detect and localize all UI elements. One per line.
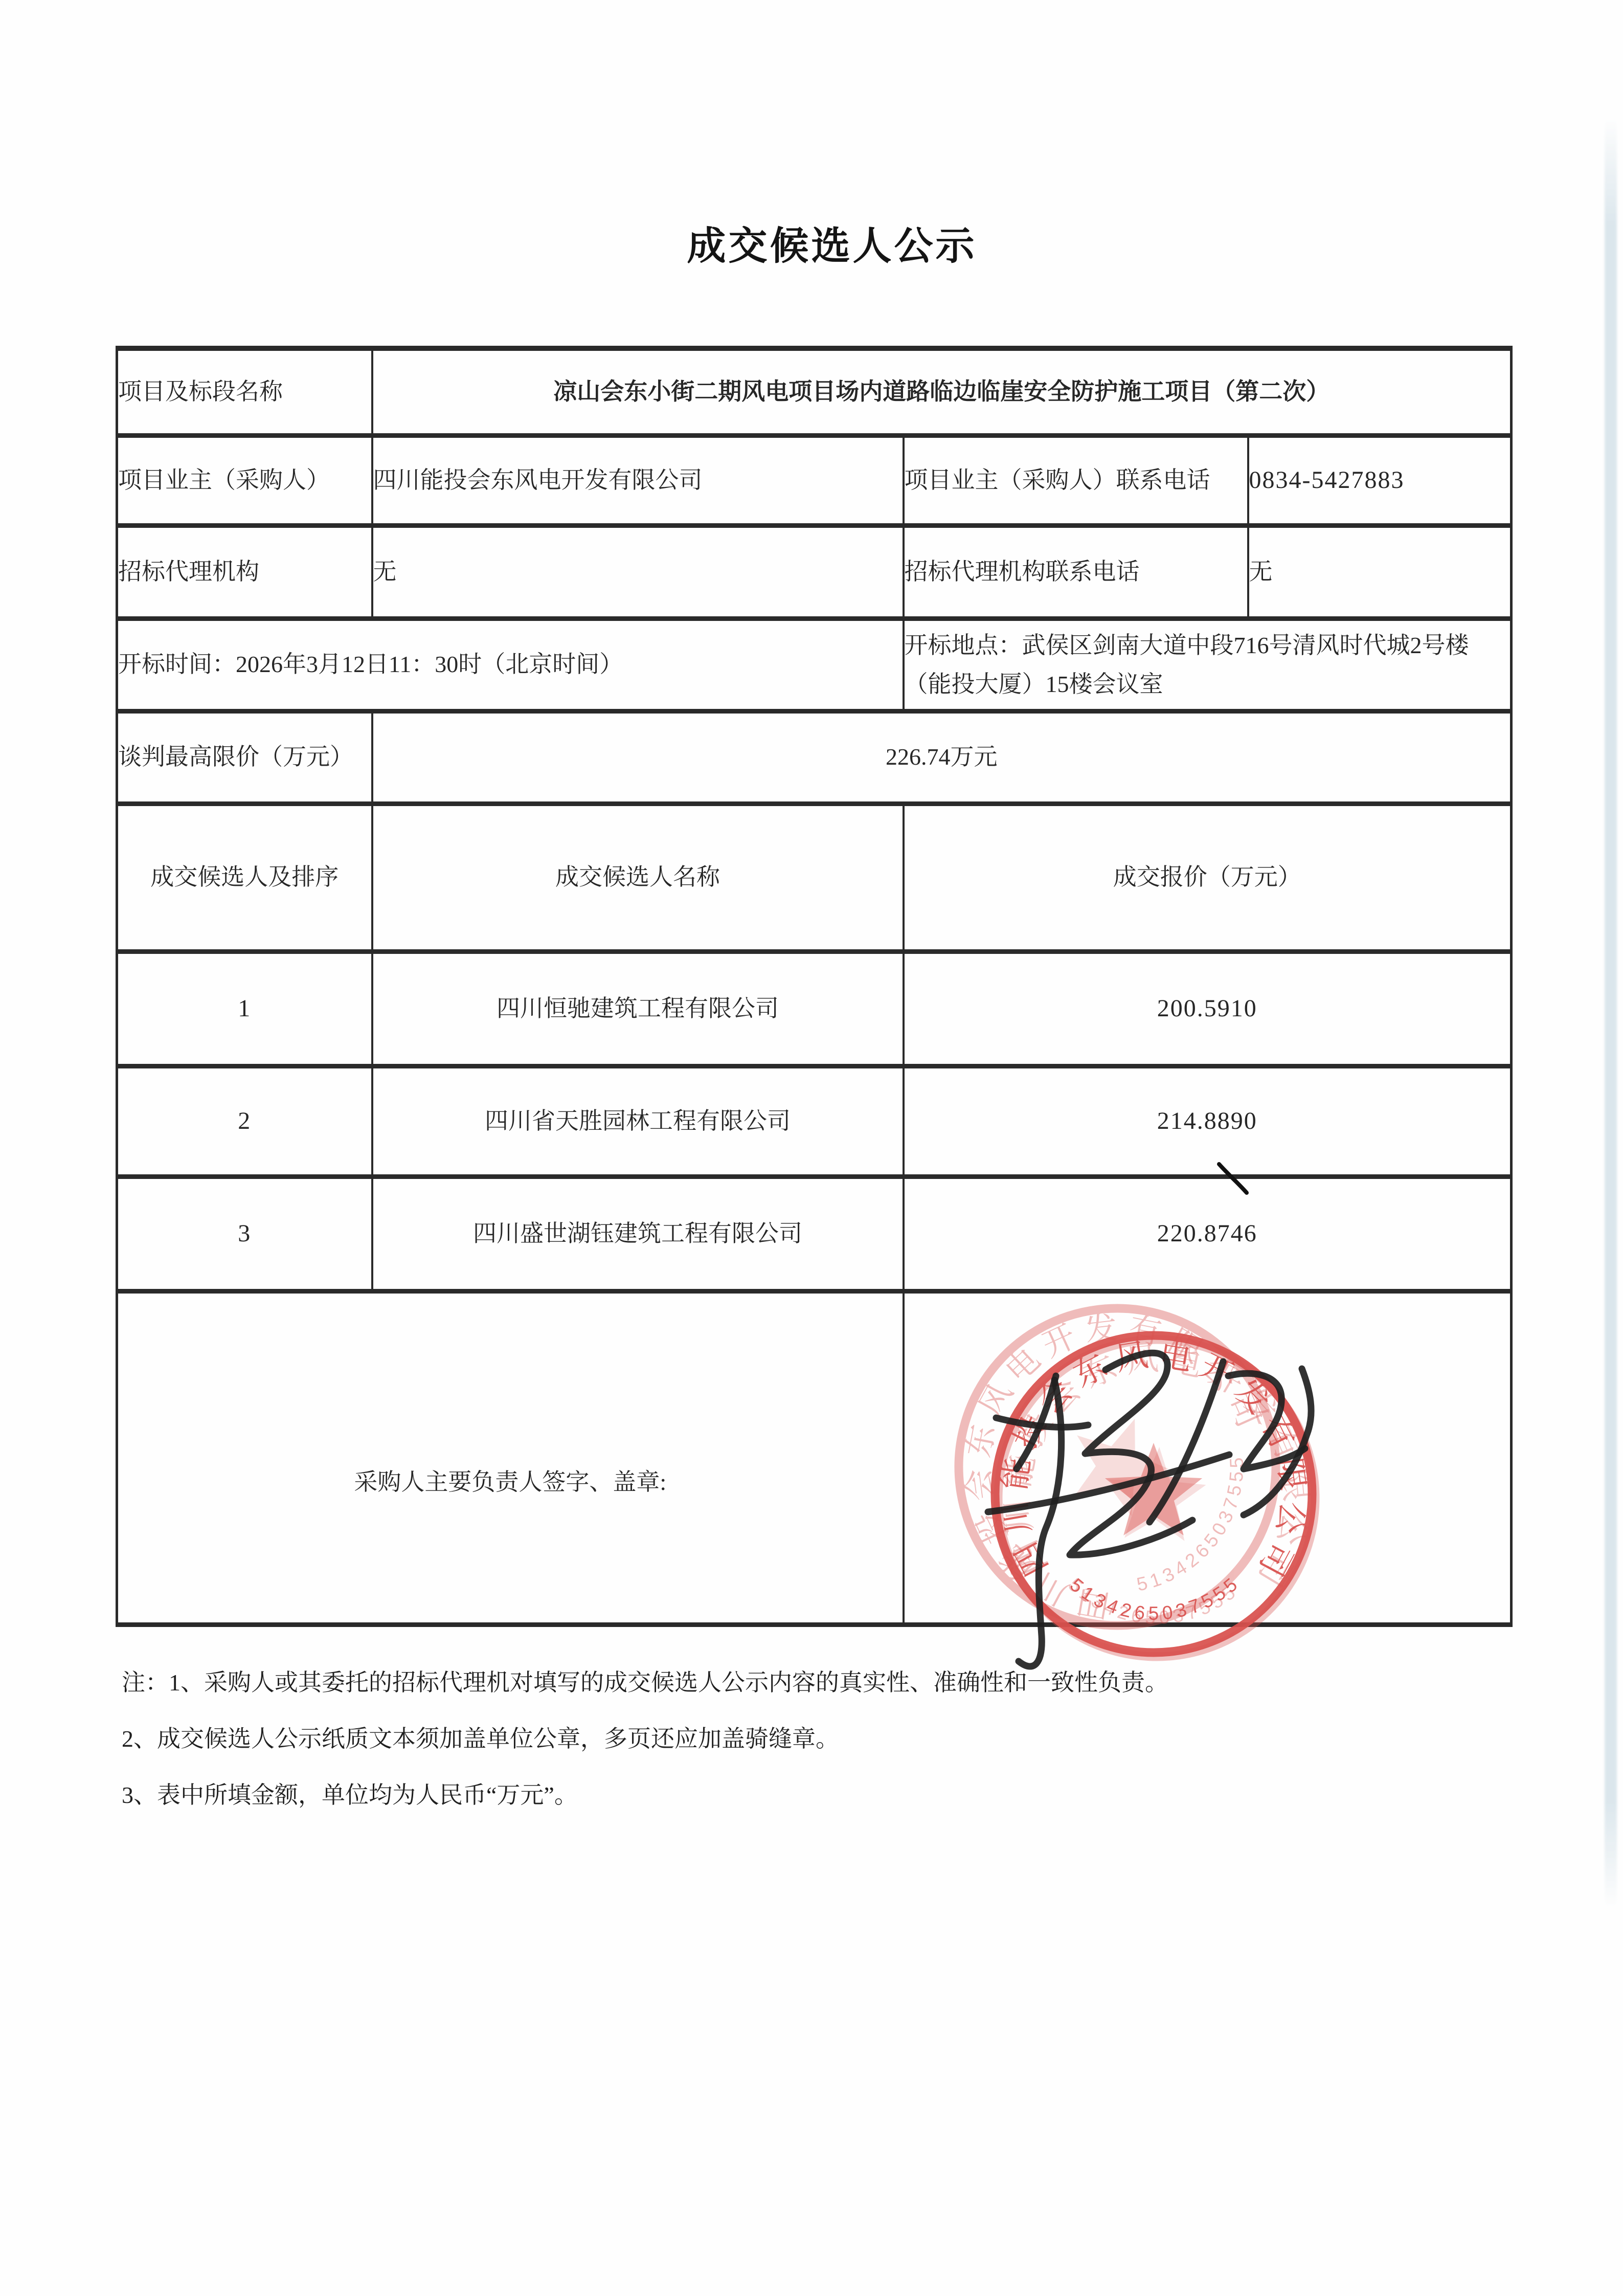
header-name: 成交候选人名称 [372,804,904,951]
footnotes [122,1657,1533,1836]
candidate-row [117,951,1512,1066]
project-name-label: 项目及标段名称 [117,348,372,435]
candidate-rank: 2 [117,1066,372,1176]
candidate-row [117,1066,1512,1176]
bid-open-place [904,618,1512,711]
footnote-3: 3、表中所填金额，单位均为人民币“万元”。 [122,1782,578,1808]
candidate-price: 220.8746 [904,1176,1512,1291]
table-header-row [117,804,1512,951]
table-row [117,435,1512,525]
bid-open-time: 开标时间：2026年3月12日11：30时（北京时间） [117,618,904,711]
signature-label: 采购人主要负责人签字、盖章: [354,1468,667,1495]
project-name-value: 凉山会东小街二期风电项目场内道路临边临崖安全防护施工项目（第二次） [372,348,1512,435]
owner-phone-value: 0834-5427883 [1248,435,1512,525]
table-row [117,525,1512,618]
candidate-name: 四川省天胜园林工程有限公司 [372,1066,904,1176]
header-price: 成交报价（万元） [904,804,1512,951]
table-row [117,348,1512,435]
table-row [117,711,1512,804]
candidate-row [117,1176,1512,1291]
agency-phone-value: 无 [1248,525,1512,618]
candidate-price: 214.8890 [904,1066,1512,1176]
candidate-rank: 3 [117,1176,372,1291]
owner-phone-label: 项目业主（采购人）联系电话 [904,435,1248,525]
bid-open-place-line1: 开标地点：武侯区剑南大道中段716号清风时代城2号楼 [904,632,1469,658]
signature-label-cell [117,1291,904,1624]
bid-open-place-line2: （能投大厦）15楼会议室 [904,671,1163,697]
max-price-value: 226.74万元 [372,711,1512,804]
owner-value: 四川能投会东风电开发有限公司 [372,435,904,525]
page-title: 成交候选人公示 [687,225,977,268]
owner-label: 项目业主（采购人） [117,435,372,525]
scan-edge-artifact [1605,118,1617,1908]
agency-phone-label: 招标代理机构联系电话 [904,525,1248,618]
header-rank: 成交候选人及排序 [117,804,372,951]
signature-seal-cell [904,1291,1512,1624]
table-row [117,618,1512,711]
announcement-table [116,346,1513,1627]
candidate-rank: 1 [117,951,372,1066]
candidate-name: 四川恒驰建筑工程有限公司 [372,951,904,1066]
footnote-1: 注：1、采购人或其委托的招标代理机对填写的成交候选人公示内容的真实性、准确性和一致性负责。 [122,1669,1168,1696]
agency-label: 招标代理机构 [117,525,372,618]
candidate-name: 四川盛世湖钰建筑工程有限公司 [372,1176,904,1291]
max-price-label: 谈判最高限价（万元） [117,711,372,804]
candidate-price: 200.5910 [904,951,1512,1066]
agency-value: 无 [372,525,904,618]
footnote-2: 2、成交候选人公示纸质文本须加盖单位公章，多页还应加盖骑缝章。 [122,1726,839,1752]
signature-row [117,1291,1512,1624]
